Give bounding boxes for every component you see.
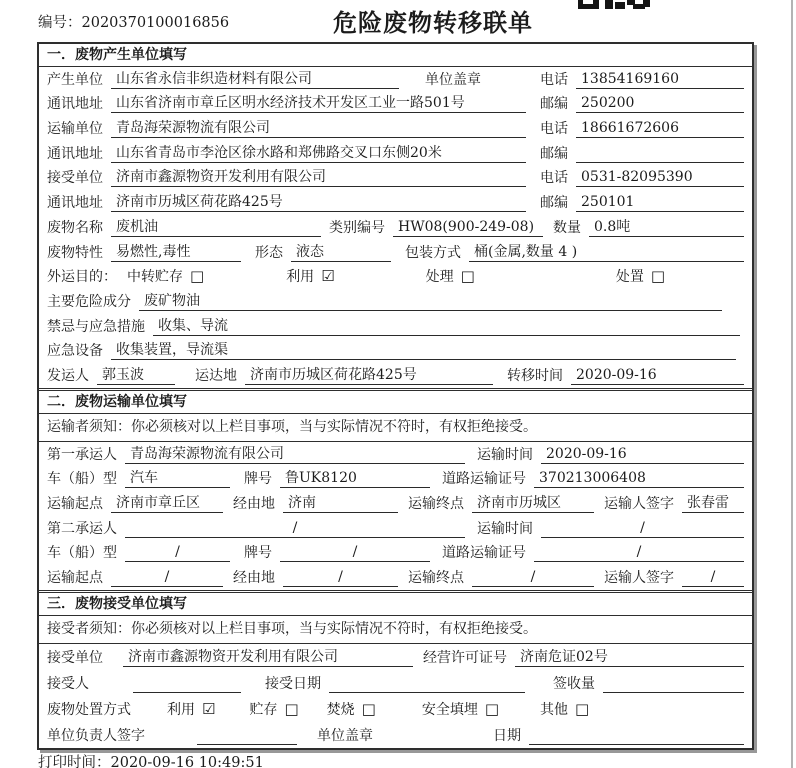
first-transport-time-value: 2020-09-16 — [541, 445, 744, 464]
print-time — [38, 751, 264, 768]
checkbox-unchecked-icon: □ — [484, 700, 500, 719]
signed-amount-label: 签收量 — [553, 676, 595, 693]
address-label: 通讯地址 — [47, 96, 103, 113]
zip-label: 邮编 — [540, 145, 568, 162]
address-label: 通讯地址 — [47, 195, 103, 212]
checkbox-unchecked-icon: □ — [361, 700, 376, 719]
plate-label: 牌号 — [244, 545, 272, 562]
unit-seal-label: 单位盖章 — [317, 728, 373, 745]
phone-label: 电话 — [540, 170, 568, 187]
transporter-address-value: 山东省青岛市李沧区徐水路和郑佛路交叉口东侧20米 — [111, 144, 526, 163]
first-carrier-value: 青岛海荣源物流有限公司 — [125, 445, 465, 464]
form-value: 液态 — [291, 243, 391, 262]
waste-trait-row — [39, 240, 752, 265]
option-label: 其他 — [540, 702, 569, 719]
waste-name-label: 废物名称 — [47, 219, 103, 236]
permit-label: 经营许可证号 — [423, 650, 507, 667]
signed-amount-value — [603, 675, 744, 693]
emergency-label: 禁忌与应急措施 — [47, 318, 145, 335]
terminal-label: 运输终点 — [408, 570, 464, 587]
responsible-sign-label: 单位负责人签字 — [47, 728, 145, 745]
equipment-row — [39, 339, 752, 364]
option-label: 焚烧 — [326, 702, 355, 719]
first-road-permit-value: 370213006408 — [534, 469, 744, 488]
section3-header: 三．废物接受单位填写 — [39, 593, 752, 616]
first-vehicle-value: 汽车 — [125, 469, 230, 488]
page-title: 危险废物转移联单 — [333, 8, 533, 37]
shipper-value: 郭玉波 — [97, 366, 175, 385]
waste-name-row — [39, 215, 752, 240]
first-carrier-sign-value: 张春雷 — [682, 494, 744, 513]
checkbox-unchecked-icon: □ — [190, 267, 205, 286]
equipment-label: 应急设备 — [47, 343, 103, 360]
equipment-value: 收集装置，导流渠 — [111, 341, 736, 360]
address-label: 通讯地址 — [47, 145, 103, 162]
accept-date-label: 接受日期 — [265, 676, 321, 693]
packing-label: 包装方式 — [405, 244, 461, 261]
transporter-value: 青岛海荣源物流有限公司 — [111, 119, 526, 138]
option-label: 贮存 — [249, 702, 278, 719]
zip-label: 邮编 — [540, 195, 568, 212]
option-label: 处理 — [425, 269, 454, 286]
option-label: 安全填埋 — [421, 702, 478, 719]
first-terminal-value: 济南市历城区 — [472, 494, 594, 513]
checkbox-unchecked-icon: □ — [284, 700, 299, 719]
purpose-option-dispose — [616, 266, 665, 286]
vehicle-type-label: 车（船）型 — [47, 545, 117, 562]
phone-label: 电话 — [540, 121, 568, 138]
transfer-time-value: 2020-09-16 — [571, 366, 744, 385]
plate-label: 牌号 — [244, 471, 272, 488]
first-route-row — [39, 491, 752, 516]
trait-label: 废物特性 — [47, 244, 103, 261]
terminal-label: 运输终点 — [408, 496, 464, 512]
origin-label: 运输起点 — [47, 570, 103, 587]
section-transporter — [39, 388, 752, 590]
manifest-form — [37, 42, 754, 750]
date-value — [529, 727, 744, 745]
responsible-sign-row — [39, 722, 752, 748]
hazard-row — [39, 289, 752, 314]
transport-time-label: 运输时间 — [477, 446, 533, 463]
second-via-value: / — [283, 568, 398, 587]
carrier-sign-label: 运输人签字 — [604, 496, 674, 512]
receiver-label: 接受单位 — [47, 170, 103, 187]
transporter-phone-value: 18661672606 — [576, 119, 744, 138]
destination-value: 济南市历城区荷花路425号 — [245, 366, 493, 385]
disposal-method-label: 废物处置方式 — [47, 702, 131, 719]
second-carrier-value: / — [125, 519, 465, 538]
category-label: 类别编号 — [329, 219, 385, 236]
first-origin-value: 济南市章丘区 — [111, 494, 223, 513]
accept-unit-value: 济南市鑫源物资开发利用有限公司 — [123, 648, 413, 667]
checkbox-unchecked-icon: □ — [460, 267, 475, 286]
accept-unit-label: 接受单位 — [47, 650, 103, 667]
option-label: 中转贮存 — [127, 269, 183, 286]
serial-value: 2020370100016856 — [81, 15, 230, 31]
responsible-sign-value — [197, 727, 297, 745]
receiver-zip-value: 250101 — [576, 193, 744, 212]
emergency-row — [39, 314, 752, 339]
permit-value: 济南危证02号 — [515, 648, 744, 667]
second-vehicle-row — [39, 541, 752, 566]
purpose-label: 外运目的： — [47, 269, 117, 286]
transporter-address-row — [39, 141, 752, 166]
section2-header: 二．废物运输单位填写 — [39, 391, 752, 414]
producer-address-value: 山东省济南市章丘区明水经济技术开发区工业一路501号 — [111, 94, 526, 113]
shipper-row — [39, 363, 752, 388]
producer-value: 山东省永信非织造材料有限公司 — [111, 70, 399, 89]
disposal-option-utilize — [167, 699, 215, 719]
checkbox-checked-icon: ☑ — [202, 700, 216, 719]
qr-code-fragment-icon — [578, 0, 654, 10]
first-plate-value: 鲁UK8120 — [280, 469, 430, 488]
checkbox-checked-icon: ☑ — [321, 267, 335, 286]
section1-header: 一．废物产生单位填写 — [39, 44, 752, 67]
zip-label: 邮编 — [540, 96, 568, 113]
receiver-row — [39, 166, 752, 191]
producer-row — [39, 67, 752, 92]
road-permit-label: 道路运输证号 — [442, 471, 526, 488]
purpose-row — [39, 265, 752, 290]
date-label: 日期 — [493, 728, 521, 745]
second-vehicle-value: / — [125, 543, 230, 562]
receiver-notice: 接受者须知：你必须核对以上栏目事项，当与实际情况不符时，有权拒绝接受。 — [39, 616, 752, 644]
receiver-value: 济南市鑫源物资开发利用有限公司 — [111, 168, 526, 187]
second-road-permit-value: / — [534, 543, 744, 562]
transporter-notice: 运输者须知：你必须核对以上栏目事项，当与实际情况不符时，有权拒绝接受。 — [39, 414, 752, 442]
phone-label: 电话 — [540, 71, 568, 88]
category-value: HW08(900-249-08) — [393, 218, 543, 237]
hazard-label: 主要危险成分 — [47, 293, 131, 310]
second-plate-value: / — [280, 543, 430, 562]
second-carrier-label: 第二承运人 — [47, 520, 117, 537]
packing-value: 桶(金属,数量 4 ) — [469, 243, 744, 262]
destination-label: 运达地 — [195, 367, 237, 384]
second-carrier-sign-value: / — [682, 568, 744, 587]
first-carrier-row — [39, 442, 752, 467]
first-carrier-label: 第一承运人 — [47, 446, 117, 463]
via-label: 经由地 — [233, 496, 275, 512]
form-label: 形态 — [255, 244, 283, 261]
second-transport-time-value: / — [541, 519, 744, 538]
accept-person-row — [39, 670, 752, 696]
accept-person-label: 接受人 — [47, 676, 89, 693]
producer-label: 产生单位 — [47, 71, 103, 88]
serial-number — [38, 11, 229, 32]
shipper-label: 发运人 — [47, 367, 89, 384]
producer-address-row — [39, 92, 752, 117]
transporter-label: 运输单位 — [47, 121, 103, 138]
checkbox-unchecked-icon: □ — [575, 700, 590, 719]
option-label: 处置 — [615, 269, 644, 286]
first-via-value: 济南 — [283, 494, 398, 513]
via-label: 经由地 — [233, 570, 275, 587]
road-permit-label: 道路运输证号 — [442, 545, 526, 562]
first-vehicle-row — [39, 467, 752, 492]
unit-seal-label: 单位盖章 — [425, 71, 481, 88]
origin-label: 运输起点 — [47, 496, 103, 512]
second-origin-value: / — [111, 568, 223, 587]
producer-phone-value: 13854169160 — [576, 70, 744, 89]
emergency-value: 收集、导流 — [153, 317, 740, 336]
print-time-value: 2020-09-16 10:49:51 — [110, 755, 264, 768]
accept-date-value — [329, 675, 525, 693]
serial-label: 编号： — [38, 15, 82, 31]
purpose-option-treat — [426, 266, 475, 286]
transporter-zip-value — [576, 145, 744, 163]
receiver-phone-value: 0531-82095390 — [576, 168, 744, 187]
waste-name-value: 废机油 — [111, 218, 321, 237]
transfer-time-label: 转移时间 — [507, 367, 563, 384]
option-label: 利用 — [286, 269, 315, 286]
disposal-option-incinerate — [327, 699, 376, 719]
section-producer — [39, 44, 752, 388]
quantity-value: 0.8吨 — [589, 218, 744, 237]
quantity-label: 数量 — [553, 219, 581, 236]
second-route-row — [39, 565, 752, 590]
hazard-value: 废矿物油 — [139, 292, 722, 311]
disposal-option-other — [540, 699, 589, 719]
carrier-sign-label: 运输人签字 — [604, 570, 674, 587]
disposal-option-store — [249, 699, 298, 719]
producer-zip-value: 250200 — [576, 94, 744, 113]
trait-value: 易燃性,毒性 — [111, 243, 241, 262]
receiver-address-value: 济南市历城区荷花路425号 — [111, 193, 526, 212]
receiver-address-row — [39, 190, 752, 215]
disposal-method-row — [39, 696, 752, 722]
disposal-option-landfill — [422, 699, 499, 719]
option-label: 利用 — [167, 702, 195, 719]
purpose-option-transfer-storage — [127, 266, 204, 286]
section-receiver — [39, 590, 752, 748]
accept-person-value — [133, 675, 241, 693]
accept-unit-row — [39, 644, 752, 670]
vehicle-type-label: 车（船）型 — [47, 471, 117, 488]
second-terminal-value: / — [472, 568, 594, 587]
print-time-label: 打印时间： — [38, 755, 111, 768]
transporter-row — [39, 116, 752, 141]
second-carrier-row — [39, 516, 752, 541]
checkbox-unchecked-icon: □ — [650, 267, 666, 286]
purpose-option-utilize — [286, 266, 334, 286]
transport-time-label: 运输时间 — [477, 520, 533, 537]
page-edge-line — [791, 0, 793, 768]
